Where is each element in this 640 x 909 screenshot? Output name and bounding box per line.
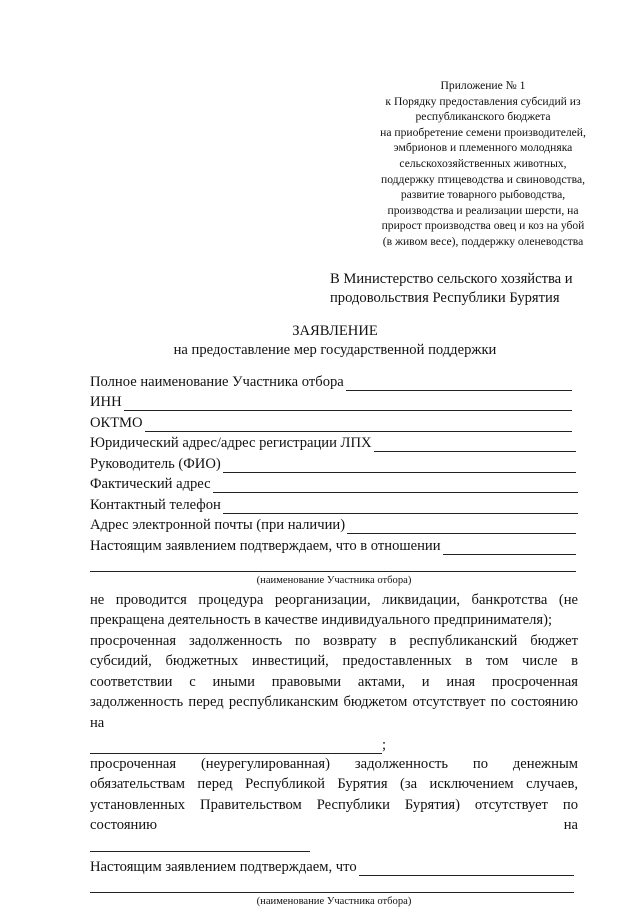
field-label: ИНН: [90, 394, 122, 410]
full-name-input-line[interactable]: [346, 377, 572, 391]
field-label: Полное наименование Участника отбора: [90, 373, 344, 390]
field-label: Юридический адрес/адрес регистрации ЛПХ: [90, 435, 372, 451]
title-heading: ЗАЯВЛЕНИЕ: [292, 323, 378, 339]
appendix-line: к Порядку предоставления субсидий из: [385, 94, 581, 108]
field-label: Настоящим заявлением подтверждаем, что в отношении: [90, 537, 441, 554]
legal-address-input-line[interactable]: [374, 438, 576, 452]
obligation-debt-date-input-line[interactable]: [90, 838, 310, 852]
addressee-block: [330, 270, 610, 308]
participant-name-line-2[interactable]: [90, 876, 574, 893]
participant-name-caption-2: (наименование Участника отбора): [256, 896, 412, 907]
field-head: [90, 452, 576, 473]
statement-no-obligation-debt: просроченная (неурегулированная) задолженность по денежным обязательствам перед Республикой Бурятия (за исключением случаев, установленных Правительством Республики Бурятия) отсутствует по состоянию на: [90, 755, 578, 833]
email-input-line[interactable]: [347, 520, 576, 534]
appendix-header: [348, 78, 618, 250]
appendix-line: прирост производства овец и коз на убой: [381, 219, 585, 233]
appendix-line: развитие товарного рыбоводства,: [400, 188, 566, 202]
appendix-line: республиканского бюджета: [415, 110, 551, 124]
field-confirm-2: [90, 856, 574, 877]
appendix-line: (в живом весе), поддержку оленеводства: [382, 234, 584, 248]
field-label: Контактный телефон: [90, 496, 221, 513]
statement-terminator: ;: [382, 736, 387, 753]
inn-input-line[interactable]: [124, 397, 572, 411]
appendix-line: эмбрионов и племенного молодняка: [393, 141, 573, 155]
budget-debt-date-input-line[interactable]: [90, 740, 382, 754]
title-subheading: на предоставление мер государственной поддержки: [173, 342, 497, 358]
field-label: Фактический адрес: [90, 476, 211, 492]
form-body: [90, 370, 578, 909]
field-label: ОКТМО: [90, 414, 143, 431]
phone-input-line[interactable]: [223, 500, 578, 514]
confirm-1-input-line[interactable]: [443, 541, 576, 555]
appendix-line: Приложение № 1: [440, 79, 526, 92]
statement-no-budget-debt: просроченная задолженность по возврату в республиканский бюджет субсидий, бюджетных инвестиций, предоставленных в том числе в соответствии с иными правовыми актами, и иная просроченная задолженность перед республиканским бюджетом отсутствует по состоянию на: [90, 632, 578, 731]
head-input-line[interactable]: [223, 459, 576, 473]
actual-address-input-line[interactable]: [213, 479, 578, 493]
field-label: Руководитель (ФИО): [90, 455, 221, 472]
oktmo-input-line[interactable]: [145, 418, 572, 432]
addressee-line-1: В Министерство сельского хозяйства и: [330, 271, 573, 287]
confirm-2-input-line[interactable]: [359, 862, 574, 876]
statement-no-reorganization: не проводится процедура реорганизации, ликвидации, банкротства (не прекращена деятельность в качестве индивидуального предпринимателя);: [90, 591, 578, 628]
obligation-debt-date-row: [90, 836, 578, 852]
field-label: Адрес электронной почты (при наличии): [90, 517, 346, 533]
budget-debt-date-row: [90, 733, 578, 754]
field-confirm-1: [90, 534, 576, 555]
field-email: [90, 514, 576, 535]
appendix-line: поддержку птицеводства и свиноводства,: [380, 172, 585, 186]
appendix-line: на приобретение семени производителей,: [380, 125, 586, 139]
document-title: [90, 322, 580, 360]
field-legal-address: [90, 432, 576, 453]
field-label: Настоящим заявлением подтверждаем, что: [90, 859, 357, 875]
appendix-line: сельскохозяйственных животных,: [399, 156, 567, 170]
field-oktmo: [90, 411, 572, 432]
field-actual-address: [90, 473, 578, 494]
addressee-line-2: продовольствия Республики Бурятия: [330, 290, 560, 306]
participant-name-caption: (наименование Участника отбора): [256, 574, 412, 586]
participant-name-line-1[interactable]: [90, 555, 576, 572]
field-inn: [90, 391, 572, 412]
appendix-line: производства и реализации шерсти, на: [387, 203, 579, 217]
field-phone: [90, 493, 578, 514]
field-full-name: [90, 370, 572, 391]
